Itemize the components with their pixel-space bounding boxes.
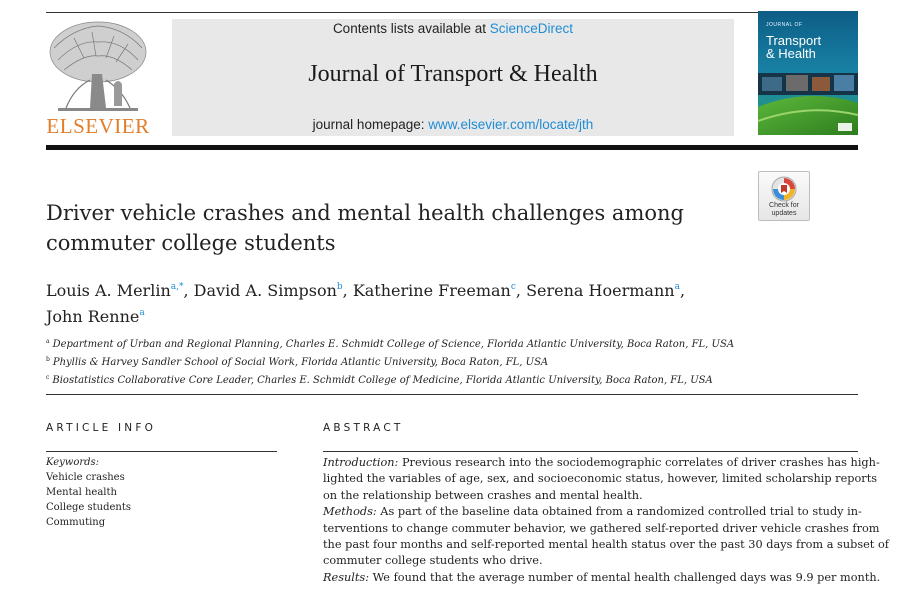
journal-title[interactable]: Journal of Transport & Health [308, 61, 598, 87]
author-affiliation-mark[interactable]: a [139, 308, 145, 318]
abstract-section-label: Methods: [323, 505, 377, 519]
author-affiliation-mark[interactable]: a [674, 282, 680, 292]
check-for-updates-button[interactable] [758, 171, 810, 221]
author-name[interactable]: David A. Simpson [193, 281, 337, 300]
sciencedirect-link[interactable]: ScienceDirect [489, 21, 574, 36]
journal-masthead [172, 19, 734, 136]
abstract-line [323, 504, 862, 520]
affiliation-item [46, 352, 826, 370]
abstract-line-text: Previous research into the sociodemographic correlates of driver crashes has high- [398, 456, 880, 469]
cover-title-line1: Transport [766, 33, 822, 48]
author-name[interactable]: Katherine Freeman [352, 281, 511, 300]
affiliation-mark: b [46, 356, 50, 363]
affiliation-item [46, 334, 826, 352]
abstract-section-label: Results: [323, 570, 370, 584]
abstract-line [323, 471, 878, 487]
keywords-label: Keywords: [46, 457, 100, 468]
affiliation-list [46, 334, 826, 388]
keyword-item: College students [46, 502, 131, 513]
abstract-line-text: commuter college students who drive. [323, 554, 543, 568]
abstract-line-text: As part of the baseline data obtained from a randomized controlled trial to study in- [376, 505, 862, 519]
cover-title-line2: & Health [766, 46, 816, 61]
author-affiliation-mark[interactable]: b [336, 282, 343, 292]
author-name[interactable]: John Renne [46, 307, 140, 326]
abstract-line [323, 521, 880, 537]
abstract-line-text: lighted the variables of age, sex, and socioeconomic status, however, limited scholarship reports [323, 472, 878, 486]
affiliation-text: Department of Urban and Regional Planning, Charles E. Schmidt College of Science, Florida Atlantic University, Boca Raton, FL, USA [52, 339, 735, 350]
top-rule [46, 12, 858, 13]
homepage-line [172, 117, 734, 132]
abstract-line [323, 537, 889, 553]
author-affiliation-mark[interactable]: c [510, 282, 516, 292]
abstract-line [323, 488, 858, 504]
keyword-item: Mental health [46, 487, 117, 498]
article-title-line2: commuter college students [46, 231, 336, 255]
journal-homepage-link[interactable]: www.elsevier.com/locate/jth [428, 117, 594, 132]
publisher-name: ELSEVIER [46, 114, 150, 138]
article-title-line1: Driver vehicle crashes and mental health challenges among [46, 201, 684, 225]
affiliation-mark: c [46, 374, 50, 381]
author-name[interactable]: Louis A. Merlin [46, 281, 171, 300]
contents-prefix: Contents lists available at [332, 21, 490, 36]
journal-cover-image[interactable] [758, 11, 858, 135]
author-name[interactable]: Serena Hoermann [526, 281, 675, 300]
cover-title [766, 19, 852, 60]
abstract-line [323, 455, 880, 471]
author-separator: , [342, 281, 353, 300]
abstract-body [323, 455, 889, 586]
affiliation-item [46, 370, 826, 388]
abstract-line-text: on the relationship between crashes and mental health. [323, 488, 643, 502]
keywords-block [46, 455, 276, 530]
author-affiliation-mark[interactable]: a,* [170, 282, 184, 292]
abstract-line [323, 553, 858, 569]
article-info-heading: ARTICLE INFO [46, 422, 157, 434]
article-info-rule [46, 451, 277, 452]
article-title [46, 198, 736, 258]
crossmark-icon [771, 176, 797, 202]
abstract-line-text: the past four months and self-reported mental health status over the past 30 days from a subset of [323, 538, 889, 552]
check-for-updates-label [759, 202, 809, 218]
affiliation-text: Phyllis & Harvey Sandler School of Social Work, Florida Atlantic University, Boca Raton, FL, USA [52, 357, 549, 368]
header-thick-rule [46, 145, 858, 150]
abstract-line [323, 570, 881, 586]
homepage-prefix: journal homepage: [312, 117, 429, 132]
cover-small-text: JOURNAL OF [766, 22, 803, 28]
contents-line [172, 21, 734, 36]
check-line2: updates [771, 210, 797, 217]
abstract-line-text: terventions to change commuter behavior, we gathered self-reported driver vehicle crashes from [323, 521, 880, 535]
author-separator: , [183, 281, 194, 300]
keyword-item: Vehicle crashes [46, 472, 125, 483]
check-line1: Check for [769, 202, 799, 209]
affiliation-mark: a [46, 338, 50, 345]
keyword-item: Commuting [46, 517, 106, 528]
author-separator: , [679, 281, 686, 300]
abstract-heading: ABSTRACT [323, 422, 404, 434]
abstract-rule [323, 451, 858, 452]
author-separator: , [515, 281, 527, 300]
affiliation-text: Biostatistics Collaborative Core Leader, Charles E. Schmidt College of Medicine, Florida Atlantic University, Boca Raton, FL, USA [52, 375, 713, 386]
tree-icon [44, 18, 152, 114]
section-rule [46, 394, 858, 395]
abstract-section-label: Introduction: [323, 456, 399, 469]
author-list [46, 276, 746, 328]
abstract-line-text: We found that the average number of mental health challenged days was 9.9 per month. [369, 570, 881, 584]
